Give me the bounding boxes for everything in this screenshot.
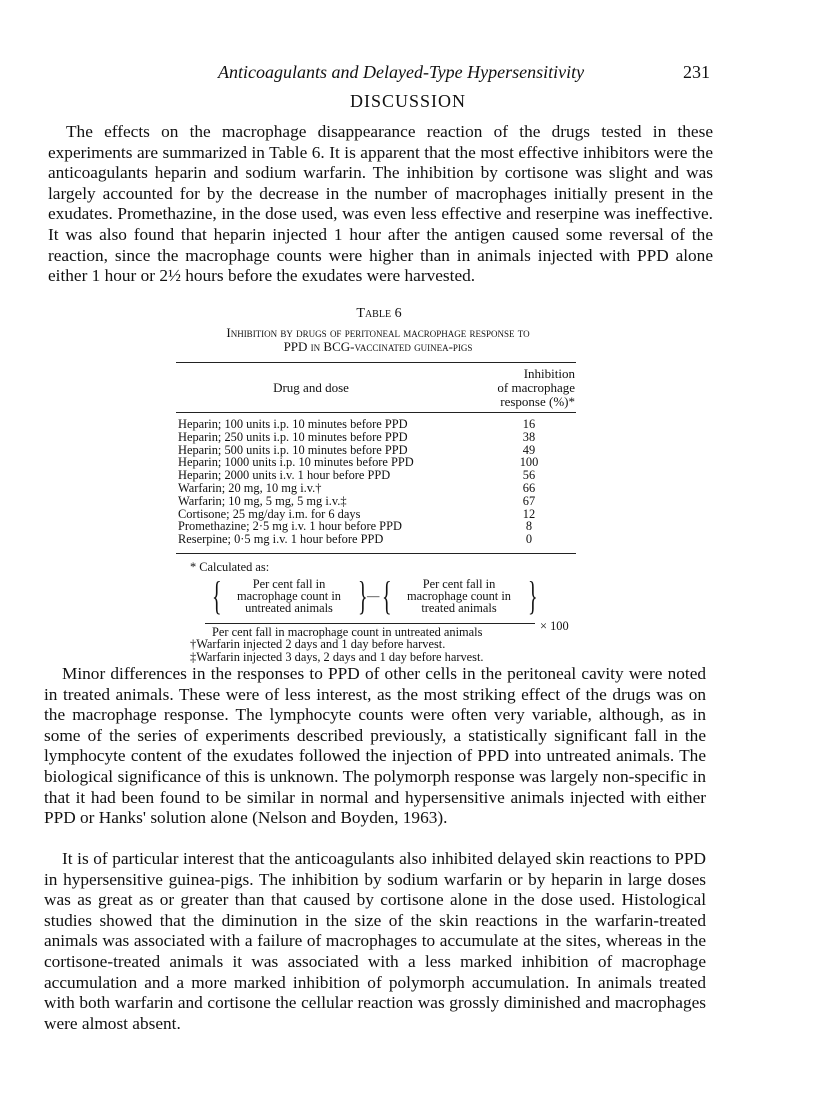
drug-cell: Promethazine; 2·5 mg i.v. 1 hour before PPD [178,519,402,534]
table-row [178,495,576,508]
table-caption: Table 6 [356,306,402,321]
section-heading: DISCUSSION [349,91,467,111]
drug-cell: Cortisone; 25 mg/day i.m. for 6 days [178,506,361,521]
formula-line: macrophage count in [237,589,341,604]
value-cell: 8 [525,519,533,534]
drug-cell: Heparin; 250 units i.p. 10 minutes before PPD [178,429,408,444]
paragraph-1: The effects on the macrophage disappearance reaction of the drugs tested in these experiments are summarized in Table 6. It is apparent that the most effective inhibitors were the anticoagulants heparin and sodium warfarin. The inhibition by cortisone was slight and was largely accounted for by the decrease in the number of macrophages initially present in the exudates. Promethazine, in the dose used, was even less effective and reserpine was ineffective. It was also found that heparin injected 1 hour after the antigen caused some reversal of the reaction, since the macrophage counts were higher than in animals injected with PPD alone either 1 hour or 2½ hours before the exudates were harvested. [48,122,713,286]
column-header-inhibition-line: of macrophage [497,380,575,395]
value-cell: 66 [522,480,536,495]
column-header-inhibition-line: Inhibition [523,366,575,381]
formula-right-term [390,578,528,615]
drug-cell: Heparin; 100 units i.p. 10 minutes before PPD [178,417,408,431]
value-cell: 38 [522,429,536,444]
table-row [178,533,576,546]
right-brace-open: { [382,573,392,618]
table-row [178,418,576,431]
table-header-rule [176,412,576,413]
formula-denominator: Per cent fall in macrophage count in untreated animals [212,625,483,639]
value-cell: 0 [525,532,533,547]
table-top-rule [176,362,576,363]
column-header-inhibition [455,367,575,409]
value-cell: 16 [522,417,536,431]
table-title-line-2: PPD in BCG-vaccinated guinea-pigs [283,339,473,354]
right-brace-close: } [528,573,538,618]
formula-left-term [220,578,358,615]
drug-cell: Warfarin; 20 mg, 10 mg i.v.† [178,480,322,495]
running-head [0,62,816,86]
footnote-double-dagger: ‡Warfarin injected 3 days, 2 days and 1 day before harvest. [190,650,484,664]
footnote-dagger: †Warfarin injected 2 days and 1 day before harvest. [190,637,446,651]
value-cell: 100 [519,455,539,470]
drug-cell: Heparin; 1000 units i.p. 10 minutes before PPD [178,455,414,470]
paragraph-3: It is of particular interest that the anticoagulants also inhibited delayed skin reactions to PPD in hypersensitive guinea-pigs. The inhibition by sodium warfarin or by heparin in large doses was as great as or greater than that caused by cortisone alone in the dose used. Histological studies showed that the diminution in the size of the skin reactions in the warfarin-treated animals was associated with a failure of macrophages to accumulate at the sites, whereas in the cortisone-treated animals it was associated with a less marked inhibition of macrophage accumulation and a more marked inhibition of polymorph accumulation. In animals treated with both warfarin and cortisone the cellular reaction was grossly diminished and macrophages were almost absent. [44,849,706,1033]
drug-cell: Warfarin; 10 mg, 5 mg, 5 mg i.v.‡ [178,493,347,508]
table-row [178,482,576,495]
formula-multiplier: × 100 [540,619,569,633]
left-brace-close: } [358,573,368,618]
value-cell: 49 [522,442,536,457]
running-title: Anticoagulants and Delayed-Type Hypersensitivity [218,62,585,82]
footnote-calculated-label: * Calculated as: [190,560,270,574]
fraction-bar [205,623,535,624]
table-body [178,418,576,546]
value-cell: 67 [522,493,536,508]
formula-line: Per cent fall in [252,577,326,591]
table-title [176,326,580,354]
left-brace-open: { [212,573,222,618]
column-header-inhibition-line: response (%)* [500,394,575,409]
drug-cell: Heparin; 500 units i.p. 10 minutes before PPD [178,442,408,457]
value-cell: 56 [522,468,536,483]
drug-cell: Reserpine; 0·5 mg i.v. 1 hour before PPD [178,532,384,547]
column-header-drug: Drug and dose [273,380,349,395]
value-cell: 12 [522,506,536,521]
formula-line: untreated animals [245,601,333,616]
formula-line: macrophage count in [407,589,511,604]
table-bottom-rule [176,553,576,554]
drug-cell: Heparin; 2000 units i.v. 1 hour before PPD [178,468,391,483]
page-number: 231 [683,62,710,82]
table-title-line-1: Inhibition by drugs of peritoneal macrophage response to [226,325,530,340]
formula-line: Per cent fall in [422,577,496,591]
formula-minus: — [367,589,380,603]
paragraph-2: Minor differences in the responses to PPD of other cells in the peritoneal cavity were noted in treated animals. These were of less interest, as the most striking effect of the drugs was on the macrophage response. The lymphocyte counts were often very variable, although, as in some of the series of experiments described previously, a statistically significant fall in the lymphocyte content of the exudates followed the injection of PPD into untreated animals. The biological significance of this is unknown. The polymorph response was largely non-specific in that it had been found to be similar in normal and hypersensitive animals injected with either PPD or Hanks' solution alone (Nelson and Boyden, 1963). [44,664,706,828]
formula-line: treated animals [421,601,497,616]
table-row [178,431,576,444]
